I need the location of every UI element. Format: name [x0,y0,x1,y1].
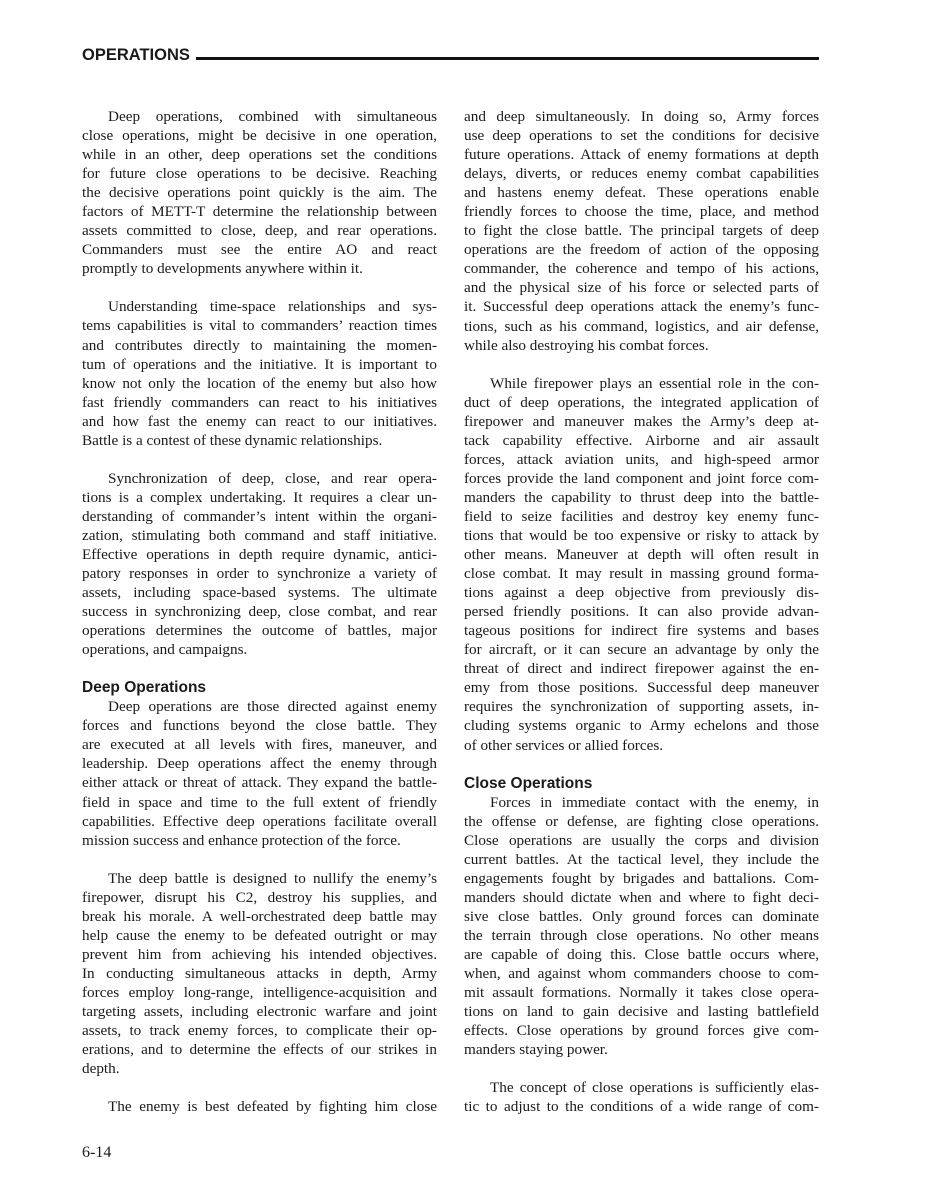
text-line: manders should dictate when and where to fight deci- [464,888,819,906]
text-line: Deep operations, combined with simultaneous [108,108,437,125]
text-line: capabilities. Effective deep operations facilitate overall [82,812,437,830]
text-line: mission success and enhance protection of the force. [82,831,401,849]
text-line: derstanding of commander’s intent within the organi- [82,507,437,525]
section-heading-deep-operations: Deep Operations [82,679,207,697]
text-line: persed friendly positions. It can also provide advan- [464,603,819,621]
text-line: it. Successful deep operations attack the enemy’s func- [464,298,819,316]
text-line: promptly to developments anywhere within it. [82,260,363,278]
text-line: Effective operations in depth require dynamic, antici- [82,545,437,563]
text-line: Forces in immediate contact with the enemy, in [490,793,819,811]
text-line: know not only the location of the enemy but also how [82,374,437,392]
text-line: firepower and maneuver makes the Army’s deep at- [464,412,819,430]
text-line: depth. [82,1060,120,1078]
text-line: operations, and campaigns. [82,641,248,659]
text-line: current battles. At the tactical level, they include the [464,850,819,868]
text-line: are capable of doing this. Close battle occurs where, [464,945,819,963]
paragraph [82,469,437,659]
text-line: operations are the freedom of action of the opposing [464,241,819,259]
text-line: tageous positions for indirect fire systems and bases [464,622,819,640]
text-line: cluding systems organic to Army echelons and those [464,717,819,735]
text-line: tum of operations and the initiative. It is important to [82,355,437,373]
text-line: In conducting simultaneous attacks in depth, Army [82,964,437,982]
text-line: field in space and time to the full extent of friendly [82,793,437,811]
text-line: and deep simultaneously. In doing so, Army forces [464,108,819,125]
text-line: manders staying power. [464,1041,608,1059]
text-line: Deep operations are those directed against enemy [108,698,437,716]
text-line: and contributes directly to maintaining the momen- [82,336,437,354]
text-line: forces and functions beyond the close battle. They [82,717,437,735]
left-column [82,107,437,1135]
text-line: commander, the coherence and tempo of his actions, [464,260,819,278]
text-line: while in an other, deep operations set the conditions [82,146,437,164]
section-heading-close-operations: Close Operations [464,774,593,792]
text-line: erations, and to determine the effects of our strikes in [82,1041,437,1059]
chapter-title: OPERATIONS [82,46,190,64]
text-line: patory responses in order to synchronize a variety of [82,565,437,583]
text-line: forces provide the land component and joint force com- [464,469,819,487]
text-line: delays, diverts, or reduces enemy combat capabilities [464,165,819,183]
text-line: friendly forces to choose the time, place, and method [464,203,819,221]
text-line: firepower, disrupt his C2, destroy his supplies, and [82,888,437,906]
text-line: either attack or threat of attack. They expand the battle- [82,774,437,792]
paragraph [464,1078,819,1116]
text-line: zation, stimulating both command and staff initiative. [82,526,437,544]
text-line: tions is a complex undertaking. It requires a clear un- [82,488,437,506]
text-line: success in synchronizing deep, close combat, and rear [82,603,437,621]
text-line: leadership. Deep operations affect the enemy through [82,755,437,773]
text-line: assets committed to close, deep, and rear operations. [82,222,437,240]
text-line: while also destroying his combat forces. [464,336,709,354]
paragraph [82,297,437,449]
text-line: help cause the enemy to be defeated outright or may [82,926,437,944]
text-line: of other services or allied forces. [464,736,664,754]
text-line: tic to adjust to the conditions of a wide range of com- [464,1098,819,1116]
text-line: for aircraft, or it can secure an advantage by only the [464,641,819,659]
text-line: manders the capability to thrust deep into the battle- [464,488,819,506]
paragraph [82,107,437,278]
text-line: field to seize facilities and destroy key enemy func- [464,507,819,525]
right-column [464,107,819,1135]
text-line: tions that would be too expensive or risky to attack by [464,526,819,544]
text-line: the decisive operations point quickly is the aim. The [82,184,437,202]
text-line: future operations. Attack of enemy formations at depth [464,146,819,164]
text-line: Close operations are usually the corps and division [464,831,819,849]
text-line: break his morale. A well-orchestrated deep battle may [82,907,437,925]
page-number: 6-14 [82,1144,112,1161]
text-line: tions on land to gain decisive and lasting battlefield [464,1003,819,1021]
text-line: and the physical size of his force or selected parts of [464,279,819,297]
text-line: effects. Close operations by ground forces give com- [464,1022,819,1040]
running-header [82,41,819,65]
paragraph [464,793,819,1060]
text-line: are executed at all levels with fires, maneuver, and [82,736,437,754]
text-line: prevent him from achieving his intended objectives. [82,945,437,963]
text-line: fast friendly commanders can react to his initiatives [82,393,437,411]
text-line: Commanders must see the entire AO and react [82,241,437,259]
text-line: requires the synchronization of supporting assets, in- [464,698,819,716]
text-line: Understanding time-space relationships and sys- [108,298,437,316]
paragraph [82,697,437,849]
text-line: tack capability effective. Airborne and air assault [464,431,819,449]
text-line: assets, including space-based systems. The ultimate [82,584,437,602]
text-line: targeting assets, including electronic warfare and joint [82,1002,437,1020]
text-line: The deep battle is designed to nullify the enemy’s [108,869,437,887]
text-line: the offense or defense, are fighting close operations. [464,812,819,830]
text-line: for future close operations to be decisive. Reaching [82,165,437,183]
text-line: use deep operations to set the conditions for decisive [464,127,819,145]
text-line: to fight the close battle. The principal targets of deep [464,222,819,240]
paragraph [82,1097,437,1116]
paragraph [464,107,819,355]
text-line: While firepower plays an essential role in the con- [490,374,819,392]
text-line: Synchronization of deep, close, and rear opera- [108,469,437,487]
text-line: the terrain through close operations. No other means [464,926,819,944]
text-line: close combat. It may result in massing ground forma- [464,565,819,583]
text-line: duct of deep operations, the integrated application of [464,393,819,411]
text-line: engagements fought by brigades and battalions. Com- [464,869,819,887]
text-line: factors of METT-T determine the relationship between [82,203,437,221]
paragraph [82,869,437,1079]
text-line: operations determines the outcome of battles, major [82,622,437,640]
header-rule [196,57,819,60]
paragraph [464,374,819,755]
text-line: threat of direct and indirect firepower against the en- [464,660,819,678]
text-line: when, and against whom commanders choose to com- [464,964,819,982]
text-line: and hastens enemy defeat. These operations enable [464,184,819,202]
text-line: mit assault formations. Normally it takes close opera- [464,984,819,1002]
text-line: forces employ long-range, intelligence-acquisition and [82,983,437,1001]
text-line: assets, to track enemy forces, to complicate their op- [82,1022,437,1040]
text-line: tions against a deep objective from previously dis- [464,584,819,602]
text-line: The concept of close operations is sufficiently elas- [490,1079,819,1097]
text-line: forces, attack aviation units, and high-speed armor [464,450,819,468]
text-line: emy from those positions. Successful deep maneuver [464,679,819,697]
text-line: Battle is a contest of these dynamic relationships. [82,431,383,449]
text-line: tions, such as his command, logistics, and air defense, [464,317,819,335]
text-line: sive close battles. Only ground forces can dominate [464,907,819,925]
text-line: tems capabilities is vital to commanders’ reaction times [82,317,437,335]
text-line: and how fast the enemy can react to our initiatives. [82,412,437,430]
text-line: close operations, might be decisive in one operation, [82,127,437,145]
text-line: The enemy is best defeated by fighting him close [108,1098,437,1116]
text-line: other means. Maneuver at depth will often result in [464,546,819,564]
